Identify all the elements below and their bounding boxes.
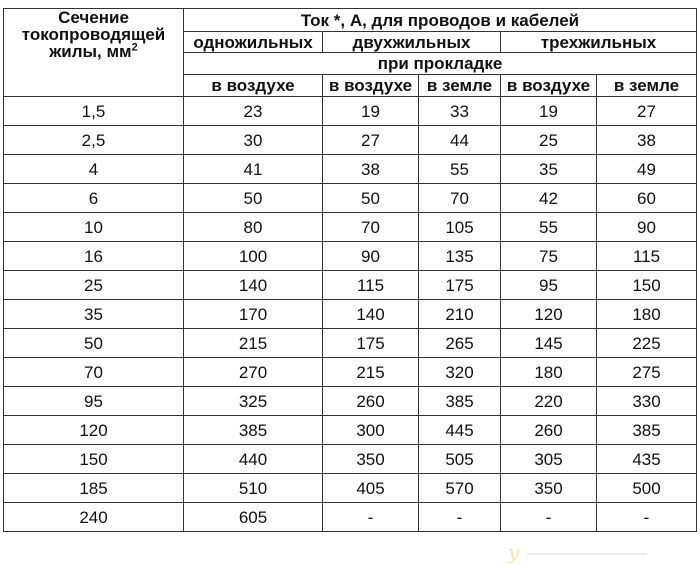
value-cell: 210 xyxy=(419,300,501,329)
value-cell: 90 xyxy=(323,242,419,271)
value-cell: 305 xyxy=(501,445,597,474)
two-core-in-air: в воздухе xyxy=(323,75,419,97)
section-cell: 95 xyxy=(4,387,184,416)
value-cell: 50 xyxy=(323,184,419,213)
value-cell: 75 xyxy=(501,242,597,271)
value-cell: - xyxy=(597,503,697,532)
value-cell: 570 xyxy=(419,474,501,503)
value-cell: 270 xyxy=(184,358,323,387)
value-cell: 435 xyxy=(597,445,697,474)
section-cell: 120 xyxy=(4,416,184,445)
value-cell: 55 xyxy=(419,155,501,184)
value-cell: 35 xyxy=(501,155,597,184)
section-title-line2: токопроводящей xyxy=(21,25,166,44)
section-title-line3: жилы, мм xyxy=(49,42,132,61)
table-row xyxy=(4,387,697,416)
value-cell: 115 xyxy=(323,271,419,300)
value-cell: 41 xyxy=(184,155,323,184)
table-row xyxy=(4,445,697,474)
value-cell: 500 xyxy=(597,474,697,503)
value-cell: 70 xyxy=(323,213,419,242)
table-row xyxy=(4,155,697,184)
section-cell: 185 xyxy=(4,474,184,503)
single-core-header: одножильных xyxy=(184,32,323,53)
value-cell: 275 xyxy=(597,358,697,387)
value-cell: 49 xyxy=(597,155,697,184)
value-cell: 385 xyxy=(419,387,501,416)
value-cell: 385 xyxy=(184,416,323,445)
value-cell: 140 xyxy=(323,300,419,329)
value-cell: 90 xyxy=(597,213,697,242)
value-cell: 605 xyxy=(184,503,323,532)
table-row xyxy=(4,503,697,532)
current-capacity-table xyxy=(3,8,697,532)
value-cell: 95 xyxy=(501,271,597,300)
section-cell: 6 xyxy=(4,184,184,213)
value-cell: 385 xyxy=(597,416,697,445)
single-core-in-air: в воздухе xyxy=(184,75,323,97)
value-cell: 60 xyxy=(597,184,697,213)
value-cell: - xyxy=(501,503,597,532)
three-core-in-ground: в земле xyxy=(597,75,697,97)
value-cell: 44 xyxy=(419,126,501,155)
value-cell: 33 xyxy=(419,97,501,126)
value-cell: 145 xyxy=(501,329,597,358)
two-core-header: двухжильных xyxy=(323,32,501,53)
value-cell: 440 xyxy=(184,445,323,474)
value-cell: 325 xyxy=(184,387,323,416)
value-cell: 330 xyxy=(597,387,697,416)
section-cell: 35 xyxy=(4,300,184,329)
value-cell: 320 xyxy=(419,358,501,387)
table-row xyxy=(4,474,697,503)
section-cell: 4 xyxy=(4,155,184,184)
value-cell: - xyxy=(323,503,419,532)
value-cell: 25 xyxy=(501,126,597,155)
value-cell: 175 xyxy=(323,329,419,358)
section-cell: 10 xyxy=(4,213,184,242)
value-cell: 170 xyxy=(184,300,323,329)
laying-header: при прокладке xyxy=(184,53,697,75)
value-cell: 19 xyxy=(501,97,597,126)
value-cell: 300 xyxy=(323,416,419,445)
value-cell: 350 xyxy=(323,445,419,474)
value-cell: 19 xyxy=(323,97,419,126)
section-header xyxy=(4,9,184,97)
section-cell: 2,5 xyxy=(4,126,184,155)
value-cell: 180 xyxy=(597,300,697,329)
three-core-in-air: в воздухе xyxy=(501,75,597,97)
section-cell: 16 xyxy=(4,242,184,271)
table-row xyxy=(4,97,697,126)
value-cell: 38 xyxy=(597,126,697,155)
value-cell: 135 xyxy=(419,242,501,271)
value-cell: - xyxy=(419,503,501,532)
value-cell: 27 xyxy=(597,97,697,126)
three-core-header: трехжильных xyxy=(501,32,697,53)
section-cell: 50 xyxy=(4,329,184,358)
value-cell: 215 xyxy=(323,358,419,387)
section-cell: 150 xyxy=(4,445,184,474)
value-cell: 260 xyxy=(323,387,419,416)
value-cell: 510 xyxy=(184,474,323,503)
value-cell: 215 xyxy=(184,329,323,358)
value-cell: 115 xyxy=(597,242,697,271)
section-title-sup: 2 xyxy=(131,41,138,54)
current-title: Ток *, А, для проводов и кабелей xyxy=(184,9,697,32)
section-cell: 25 xyxy=(4,271,184,300)
section-cell: 70 xyxy=(4,358,184,387)
value-cell: 100 xyxy=(184,242,323,271)
value-cell: 80 xyxy=(184,213,323,242)
value-cell: 50 xyxy=(184,184,323,213)
watermark-letter: y xyxy=(508,540,522,564)
value-cell: 38 xyxy=(323,155,419,184)
value-cell: 225 xyxy=(597,329,697,358)
table-row xyxy=(4,271,697,300)
value-cell: 260 xyxy=(501,416,597,445)
value-cell: 55 xyxy=(501,213,597,242)
value-cell: 445 xyxy=(419,416,501,445)
table-row xyxy=(4,242,697,271)
table-row xyxy=(4,358,697,387)
section-cell: 240 xyxy=(4,503,184,532)
value-cell: 175 xyxy=(419,271,501,300)
table-row xyxy=(4,213,697,242)
value-cell: 220 xyxy=(501,387,597,416)
value-cell: 150 xyxy=(597,271,697,300)
table-row xyxy=(4,184,697,213)
watermark-stroke xyxy=(527,553,647,555)
value-cell: 140 xyxy=(184,271,323,300)
value-cell: 70 xyxy=(419,184,501,213)
section-cell: 1,5 xyxy=(4,97,184,126)
value-cell: 350 xyxy=(501,474,597,503)
value-cell: 505 xyxy=(419,445,501,474)
table-row xyxy=(4,126,697,155)
value-cell: 105 xyxy=(419,213,501,242)
table-body xyxy=(4,97,697,532)
value-cell: 180 xyxy=(501,358,597,387)
table-row xyxy=(4,300,697,329)
value-cell: 27 xyxy=(323,126,419,155)
value-cell: 30 xyxy=(184,126,323,155)
section-title-line1: Сечение xyxy=(58,8,129,27)
table-row xyxy=(4,416,697,445)
value-cell: 265 xyxy=(419,329,501,358)
value-cell: 23 xyxy=(184,97,323,126)
table-row xyxy=(4,329,697,358)
value-cell: 120 xyxy=(501,300,597,329)
value-cell: 405 xyxy=(323,474,419,503)
value-cell: 42 xyxy=(501,184,597,213)
table-header xyxy=(4,9,697,97)
two-core-in-ground: в земле xyxy=(419,75,501,97)
watermark-logo xyxy=(508,540,696,562)
